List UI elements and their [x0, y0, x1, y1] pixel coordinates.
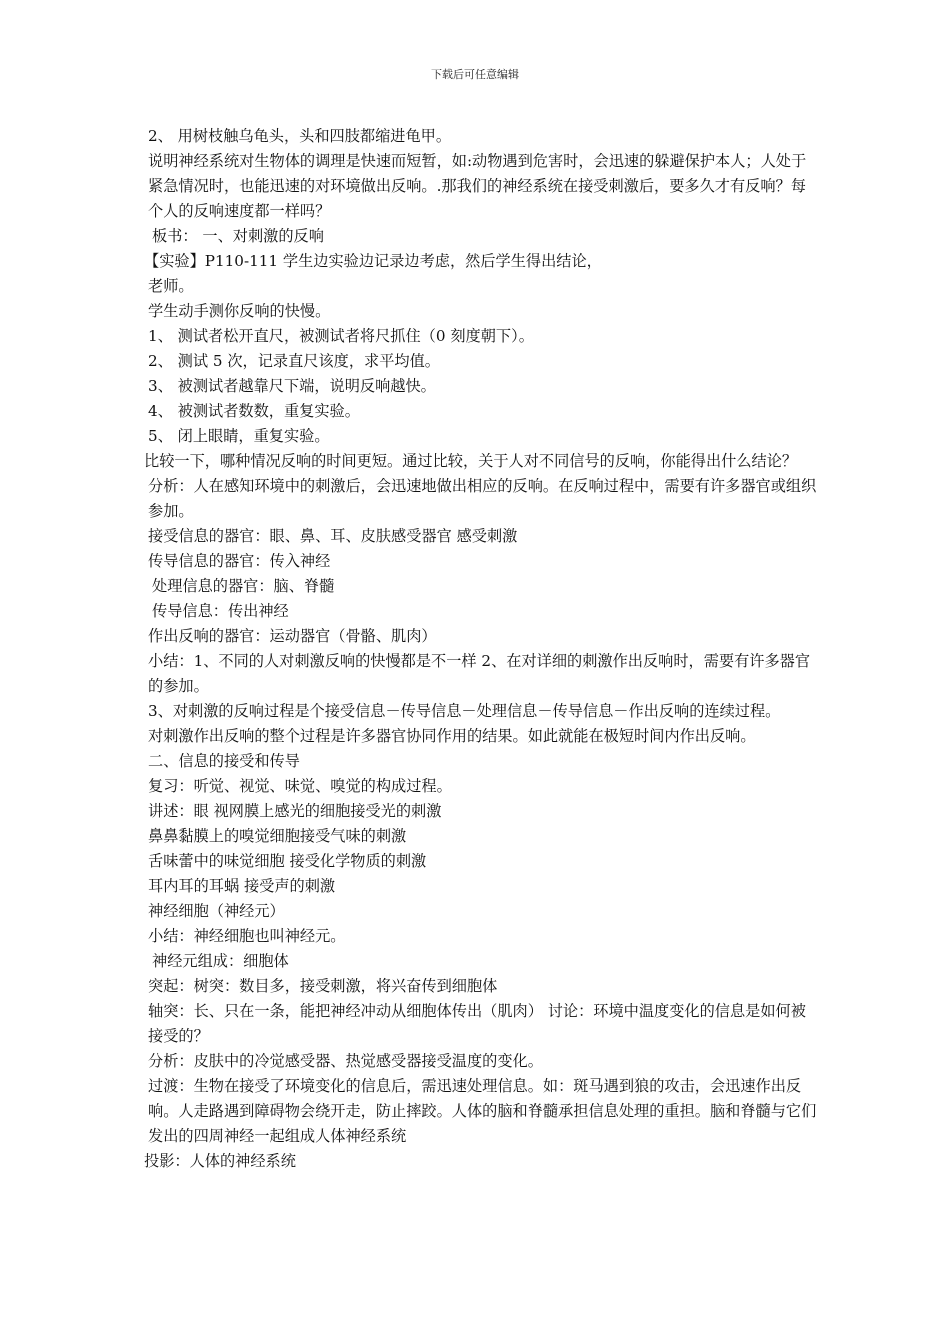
paragraph-26: 舌味蕾中的味觉细胞 接受化学物质的刺激: [148, 852, 427, 870]
paragraph-33: 分析：皮肤中的冷觉感受器、热觉感受器接受温度的变化。: [148, 1052, 543, 1070]
paragraph-20: 3、对刺激的反响过程是个接受信息－传导信息－处理信息－传导信息－作出反响的连续过程。: [148, 702, 781, 720]
paragraph-35: 投影：人体的神经系统: [144, 1152, 296, 1170]
paragraph-23: 复习：听觉、视觉、味觉、嗅觉的构成过程。: [148, 777, 452, 795]
paragraph-16: 处理信息的器官：脑、脊髓: [152, 577, 335, 595]
paragraph-6: 学生动手测你反响的快慢。: [148, 302, 331, 320]
paragraph-8: 2、 测试 5 次，记录直尺该度，求平均值。: [148, 352, 440, 370]
paragraph-7: 1、 测试者松开直尺，被测试者将尺抓住（0 刻度朝下）。: [148, 327, 534, 345]
paragraph-29: 小结：神经细胞也叫神经元。: [148, 927, 346, 945]
paragraph-32: 轴突：长、只在一条，能把神经冲动从细胞体传出（肌肉） 讨论：环境中温度变化的信息是如何被接受的？: [148, 1002, 806, 1045]
paragraph-27: 耳内耳的耳蜗 接受声的刺激: [148, 877, 336, 895]
page-header: 下载后可任意编辑: [431, 68, 519, 81]
paragraph-19: 小结：1、不同的人对刺激反响的快慢都是不一样 2、在对详细的刺激作出反响时，需要有许多器官的参加。: [148, 652, 811, 695]
paragraph-9: 3、 被测试者越靠尺下端，说明反响越快。: [148, 377, 436, 395]
paragraph-14: 接受信息的器官：眼、鼻、耳、皮肤感受器官 感受刺激: [148, 527, 518, 545]
paragraph-11: 5、 闭上眼睛，重复实验。: [148, 427, 330, 445]
paragraph-12: 比较一下，哪种情况反响的时间更短。通过比较，关于人对不同信号的反响，你能得出什么结论？: [144, 452, 798, 470]
paragraph-3: 板书： 一、对刺激的反响: [152, 227, 324, 245]
paragraph-4: 【实验】P110-111 学生边实验边记录边考虑，然后学生得出结论，: [144, 252, 602, 270]
paragraph-24: 讲述：眼 视网膜上感光的细胞接受光的刺激: [148, 802, 442, 820]
paragraph-21: 对刺激作出反响的整个过程是许多器官协同作用的结果。如此就能在极短时间内作出反响。: [148, 727, 756, 745]
paragraph-22: 二、信息的接受和传导: [148, 752, 300, 770]
paragraph-18: 作出反响的器官：运动器官（骨骼、肌肉）: [148, 627, 437, 645]
paragraph-2: 说明神经系统对生物体的调理是快速而短暂，如:动物遇到危害时，会迅速的躲避保护本人；人处于紧急情况时，也能迅速的对环境做出反响。.那我们的神经系统在接受刺激后，要多久才有反响？每个人的反响速度都一样吗？: [148, 152, 807, 220]
paragraph-30: 神经元组成：细胞体: [152, 952, 289, 970]
paragraph-34: 过渡：生物在接受了环境变化的信息后，需迅速处理信息。如：斑马遇到狼的攻击，会迅速作出反响。人走路遇到障碍物会绕开走，防止摔跤。人体的脑和脊髓承担信息处理的重担。脑和脊髓与它们发出的四周神经一起组成人体神经系统: [148, 1077, 817, 1145]
document-body: [144, 124, 818, 1174]
paragraph-17: 传导信息：传出神经: [152, 602, 289, 620]
paragraph-15: 传导信息的器官：传入神经: [148, 552, 331, 570]
paragraph-31: 突起：树突：数目多，接受刺激，将兴奋传到细胞体: [148, 977, 498, 995]
paragraph-28: 神经细胞（神经元）: [148, 902, 285, 920]
paragraph-10: 4、 被测试者数数，重复实验。: [148, 402, 360, 420]
paragraph-5: 老师。: [148, 277, 194, 295]
paragraph-25: 鼻鼻黏膜上的嗅觉细胞接受气味的刺激: [148, 827, 407, 845]
paragraph-1: 2、 用树枝触乌龟头，头和四肢都缩进龟甲。: [148, 127, 452, 145]
paragraph-13: 分析：人在感知环境中的刺激后，会迅速地做出相应的反响。在反响过程中，需要有许多器官或组织参加。: [148, 477, 817, 520]
